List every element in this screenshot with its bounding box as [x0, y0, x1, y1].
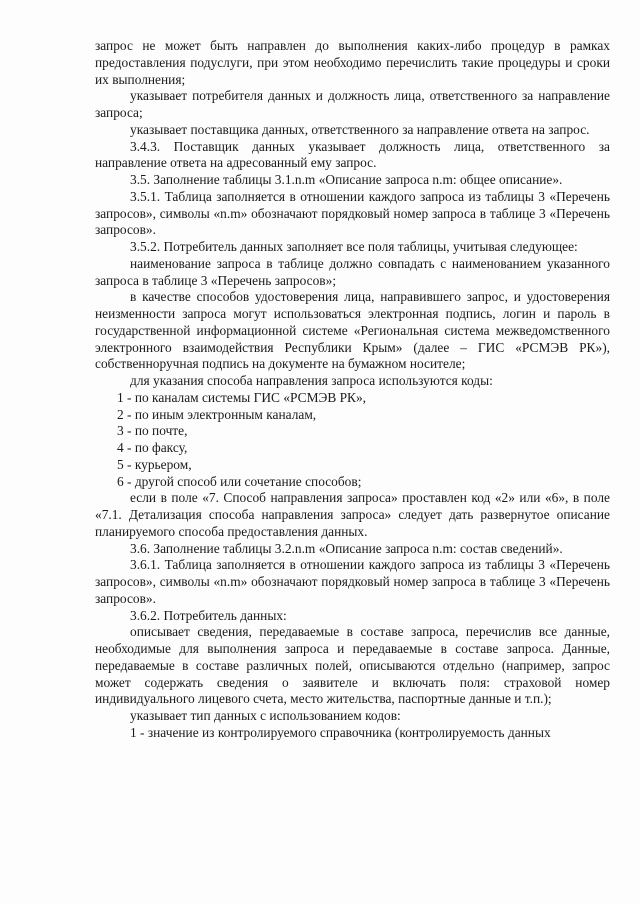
list-item: 5 - курьером,	[117, 456, 192, 472]
document-body	[95, 38, 610, 742]
paragraph: 3.6. Заполнение таблицы 3.2.n.m «Описание запроса n.m: состав сведений».	[130, 540, 563, 556]
paragraph: запрос не может быть направлен до выполнения каких-либо процедур в рамках предоставления подуслуги, при этом необходимо перечислить такие процедуры и сроки их выполнения;	[95, 38, 610, 87]
paragraph: 3.6.2. Потребитель данных:	[130, 607, 287, 623]
paragraph: в качестве способов удостоверения лица, направившего запрос, и удостоверения неизменности запроса могут использоваться электронная подпись, логин и пароль в государственной информационной системе «Региональная система межведомственного электронного взаимодействия Республики Крым» (далее – ГИС «РСМЭВ РК»), собственноручная подпись на документе на бумажном носителе;	[95, 289, 610, 372]
paragraph: для указания способа направления запроса используются коды:	[130, 373, 493, 388]
list-item: 3 - по почте,	[117, 423, 188, 439]
paragraph: указывает тип данных с использованием кодов:	[130, 708, 401, 723]
paragraph: если в поле «7. Способ направления запроса» проставлен код «2» или «6», в поле «7.1. Детализация способа направления запроса» следует дать развернутое описание планируемого способа предоставления данных.	[95, 490, 610, 539]
paragraph: описывает сведения, передаваемые в составе запроса, перечислив все данные, необходимые для выполнения запроса и передаваемые в составе запроса. Данные, передаваемые в составе различных полей, описываются отдельно (например, запрос может содержать сведения о заявителе и включать поля: страховой номер индивидуального лицевого счета, место жительства, паспортные данные и т.п.);	[95, 624, 610, 707]
list-item: 2 - по иным электронным каналам,	[117, 406, 317, 422]
paragraph: указывает поставщика данных, ответственного за направление ответа на запрос.	[130, 121, 590, 137]
paragraph: 3.5.2. Потребитель данных заполняет все поля таблицы, учитывая следующее:	[130, 239, 578, 254]
paragraph: наименование запроса в таблице должно совпадать с наименованием указанного запроса в таблице 3 «Перечень запросов»;	[95, 255, 610, 288]
list-item: 1 - по каналам системы ГИС «РСМЭВ РК»,	[117, 389, 367, 405]
paragraph: 3.4.3. Поставщик данных указывает должность лица, ответственного за направление ответа на адресованный ему запрос.	[95, 138, 610, 171]
paragraph: 3.6.1. Таблица заполняется в отношении каждого запроса из таблицы 3 «Перечень запросов», символы «n.m» обозначают порядковый номер запроса в таблице 3 «Перечень запросов».	[95, 557, 610, 606]
paragraph: 3.5.1. Таблица заполняется в отношении каждого запроса из таблицы 3 «Перечень запросов», символы «n.m» обозначают порядковый номер запроса в таблице 3 «Перечень запросов».	[95, 188, 610, 238]
list-item: 6 - другой способ или сочетание способов;	[117, 473, 362, 489]
paragraph: 1 - значение из контролируемого справочника (контролируемость данных	[130, 724, 551, 740]
paragraph: 3.5. Заполнение таблицы 3.1.n.m «Описание запроса n.m: общее описание».	[130, 172, 563, 187]
list-item: 4 - по факсу,	[117, 440, 188, 455]
paragraph: указывает потребителя данных и должность лица, ответственного за направление запроса;	[95, 88, 610, 120]
